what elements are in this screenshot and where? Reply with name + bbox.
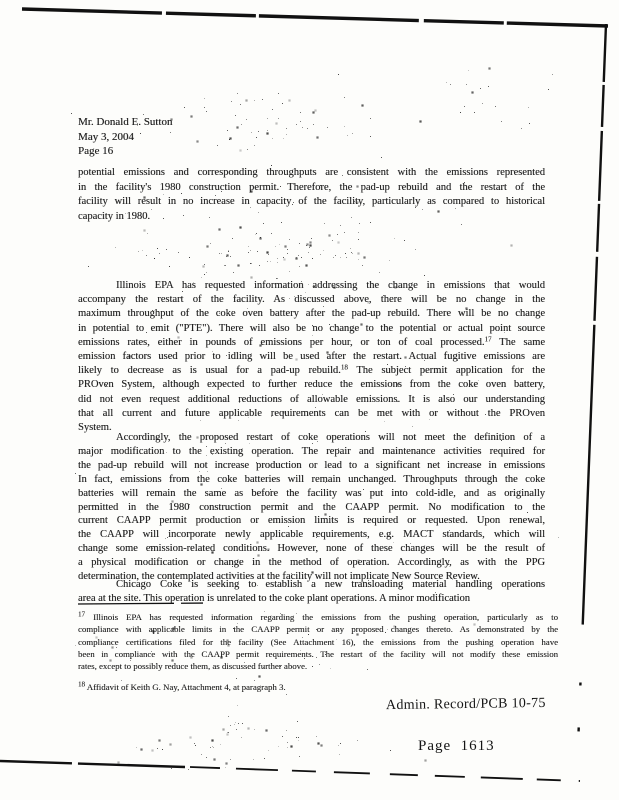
text-segment: likely to decrease as is usual for a pad-up rebuild. (78, 365, 341, 377)
recipient-line: Mr. Donald E. Sutton (78, 116, 173, 128)
text-line: current CAAPP permit production or emission limits is required or requested. Upon renewal, (78, 515, 545, 527)
text-segment: Affidavit of Keith G. Nay, Attachment 4, at paragraph 3. (86, 682, 286, 692)
text-line: potential emissions and corresponding throughputs are consistent with the emissions represented (78, 167, 545, 178)
text-line: the CAAPP will incorporate newly applicable requirements, e.g. MACT standards, which will (78, 529, 545, 541)
admin-record-stamp: Admin. Record/PCB 10-75 (385, 695, 546, 714)
paragraph-3 (78, 431, 545, 584)
date-line: May 3, 2004 (78, 130, 134, 143)
text-line (78, 336, 545, 350)
text-line: in potential to emit ("PTE"). There will also be no change to the potential or actual point source (78, 322, 545, 334)
text-line: In fact, emissions from the coke batteries will remain unchanged. Throughputs through the coke (78, 473, 545, 485)
text-line: accompany the restart of the facility. As discussed above, there will be no change in the (78, 294, 545, 306)
footnote-18 (78, 681, 558, 693)
text-line: PROven System, although expected to further reduce the emissions from the coke oven battery, (78, 379, 545, 391)
text-line: System. (78, 422, 112, 434)
text-segment: Illinois EPA has requested information regarding the emissions from the pushing operation, particularly as to (93, 612, 559, 622)
text-line: rates, except to possibly reduce them, as discussed further above. (78, 661, 308, 672)
text-line (78, 364, 545, 378)
text-line: capacity in 1980. (78, 210, 151, 222)
text-segment: The same (491, 336, 545, 348)
text-line: maximum throughput of the coke oven battery after the pad-up rebuild. There will be no change (78, 308, 545, 320)
text-line: been in compliance with the CAAPP permit requirements. The restart of the facility will not modify these emission (78, 648, 558, 659)
text-line: emission factors used prior to idling will be used after the restart. Actual fugitive emissions are (78, 351, 545, 363)
footnote-ref-17: 17 (484, 335, 492, 344)
header-page-label: Page 16 (78, 145, 114, 158)
paragraph-4 (78, 578, 545, 606)
text-line: area at the site. This operation is unrelated to the coke plant operations. A minor modification (78, 593, 470, 605)
text-segment: The subject permit application for the (347, 365, 545, 377)
text-line (78, 681, 558, 693)
text-line: permitted in the 1980 construction permit and the CAAPP permit. No modification to the (78, 501, 545, 513)
text-line: change some emission-related conditions. However, none of these changes will be the result of (78, 543, 545, 555)
page-number-stamp: Page 1613 (418, 738, 495, 754)
text-line: batteries will remain the same as before the facility was put into cold-idle, and as originally (78, 487, 545, 499)
text-line: Chicago Coke is seeking to establish a new transloading material handling operations (116, 579, 545, 590)
text-line: compliance certifications filed for the facility (See Attachment 16), the emissions from the pushing operation have (78, 636, 558, 647)
text-line: Accordingly, the proposed restart of coke operations will not meet the definition of a (116, 432, 545, 443)
scan-noise (0, 0, 1, 1)
footnote-17 (78, 611, 558, 672)
footnote-ref-18: 18 (340, 363, 348, 372)
text-line: facility will result in no increase in capacity of the facility, particularly as compared to historical (78, 196, 545, 208)
footnote-18-marker: 18 (78, 680, 85, 689)
text-line: Illinois EPA has requested information addressing the change in emissions that would (116, 280, 545, 291)
text-segment: emissions rates, either in pounds of emissions per hour, or ton of coal processed. (78, 336, 485, 348)
text-line: a physical modification or change in the method of operation. Accordingly, as with the PPG (78, 557, 545, 569)
text-line: that all current and future applicable requirements can be met with or without the PROven (78, 407, 545, 419)
paragraph-2 (78, 279, 545, 435)
text-line (78, 611, 558, 623)
text-line: did not even request additional reductions of allowable emissions. It is also our understanding (78, 393, 545, 405)
text-line: the pad-up rebuild will not increase production or lead to a significant net increase in emissions (78, 459, 545, 471)
footnote-17-marker: 17 (78, 610, 85, 619)
paragraph-1 (78, 166, 545, 224)
text-line: determination, the contemplated activities at the facility will not implicate New Source Review. (78, 571, 480, 583)
text-line: major modification to the existing operation. The repair and maintenance activities required for (78, 445, 545, 457)
letter-header (78, 115, 172, 159)
text-line: in the facility's 1980 construction permit. Therefore, the pad-up rebuild and the restart of the (78, 181, 545, 193)
text-line: compliance with applicable limits in the CAAPP permit or any proposed changes thereto. As demonstrated by the (78, 624, 558, 635)
